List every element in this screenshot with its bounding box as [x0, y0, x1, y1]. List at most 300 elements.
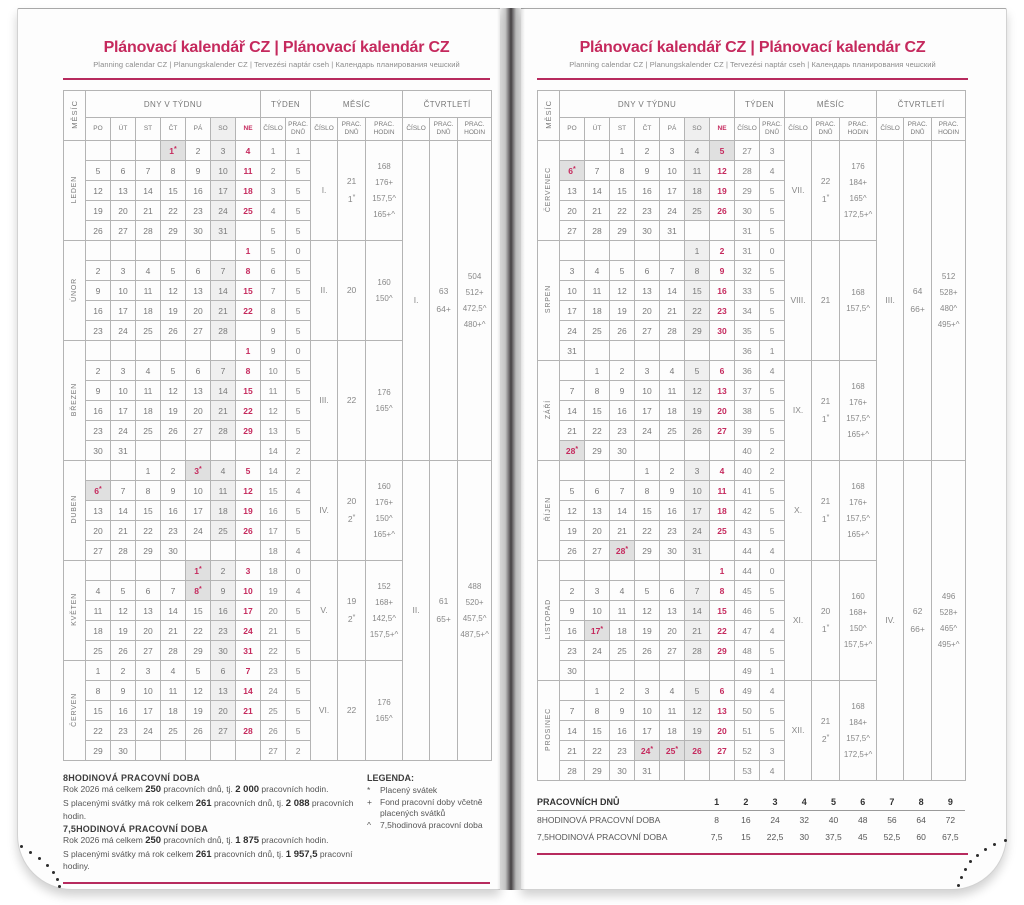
day-cell: 4 — [136, 261, 161, 281]
day-cell: 10 — [635, 701, 660, 721]
week-workdays-cell: 5 — [286, 361, 311, 381]
week-workdays-cell: 5 — [286, 621, 311, 641]
week-workdays-cell: 5 — [760, 581, 785, 601]
day-cell — [685, 761, 710, 781]
day-cell: 12 — [186, 681, 211, 701]
col-header-weekdays: DNY V TÝDNU — [560, 91, 735, 118]
day-cell: 17 — [111, 401, 136, 421]
week-number-cell: 5 — [261, 241, 286, 261]
week-workdays-cell: 5 — [760, 381, 785, 401]
day-cell — [610, 341, 635, 361]
day-cell: 31 — [211, 221, 236, 241]
workdays-column-header: 9 — [947, 796, 953, 807]
day-cell: 22 — [136, 521, 161, 541]
day-cell: 28 — [111, 541, 136, 561]
workdays-value: 60 — [916, 831, 926, 842]
day-cell: 4 — [585, 261, 610, 281]
day-cell: 27 — [186, 421, 211, 441]
day-cell: 25 — [585, 321, 610, 341]
day-cell: 19 — [86, 201, 111, 221]
month-workdays-cell: 21 1* — [812, 461, 840, 561]
day-cell — [211, 541, 236, 561]
day-cell: 8 — [610, 161, 635, 181]
legend — [359, 771, 491, 874]
day-cell — [211, 341, 236, 361]
day-cell: 15 — [186, 601, 211, 621]
day-cell: 25 — [236, 201, 261, 221]
day-cell: 18 — [236, 181, 261, 201]
day-cell: 27 — [111, 221, 136, 241]
day-cell: 23 — [86, 321, 111, 341]
day-cell: 18 — [660, 401, 685, 421]
week-workdays-cell: 4 — [286, 481, 311, 501]
quarter-number-cell: I. — [403, 141, 430, 461]
day-cell: 20 — [86, 521, 111, 541]
page-title: Plánovací kalendář CZ | Plánovací kalendár CZ — [103, 39, 450, 56]
day-cell: 5 — [685, 681, 710, 701]
day-cell: 13 — [560, 181, 585, 201]
note-line: Rok 2026 má celkem 250 pracovních dnů, tj. 2 000 pracovních hodin. — [63, 784, 329, 795]
day-cell: 26 — [161, 321, 186, 341]
day-cell — [585, 561, 610, 581]
day-cell: 31 — [635, 761, 660, 781]
day-cell — [710, 661, 735, 681]
day-cell: 15 — [161, 181, 186, 201]
col-subheader-week-number: ČÍSLO — [261, 118, 286, 141]
day-cell: 24 — [685, 521, 710, 541]
day-cell: 15 — [236, 281, 261, 301]
day-cell: 10 — [111, 381, 136, 401]
day-cell: 29 — [136, 541, 161, 561]
day-cell: 12 — [111, 601, 136, 621]
workdays-value: 48 — [857, 814, 868, 825]
week-row — [64, 141, 492, 161]
col-header-week: TÝDEN — [735, 91, 785, 118]
day-cell: 1 — [136, 461, 161, 481]
quarter-workdays-cell: 63 64+ — [430, 141, 458, 461]
day-cell: 22 — [710, 621, 735, 641]
day-cell: 9 — [186, 161, 211, 181]
day-cell: 15 — [236, 381, 261, 401]
day-cell: 6 — [635, 261, 660, 281]
day-cell: 26 — [710, 201, 735, 221]
workdays-column-header: 1 — [714, 796, 720, 807]
month-workdays-cell: 19 2* — [338, 561, 366, 661]
week-number-cell: 34 — [735, 301, 760, 321]
day-cell: 3 — [111, 361, 136, 381]
day-cell: 30 — [610, 441, 635, 461]
week-workdays-cell: 5 — [760, 481, 785, 501]
day-cell — [610, 661, 635, 681]
week-row — [538, 461, 966, 481]
day-cell: 5 — [610, 261, 635, 281]
day-cell — [161, 441, 186, 461]
month-name: ŘÍJEN — [538, 461, 560, 561]
day-cell: 28 — [161, 641, 186, 661]
day-cell: 17 — [236, 601, 261, 621]
day-cell — [161, 561, 186, 581]
day-cell — [186, 441, 211, 461]
day-cell: 27 — [710, 421, 735, 441]
page-subtitle: Planning calendar CZ | Planungskalender CZ | Tervezési naptár cseh | Календарь планирования чешский — [569, 60, 936, 69]
col-subheader-quarter-hours: PRAC. HODIN — [932, 118, 966, 141]
day-cell: 9 — [560, 601, 585, 621]
week-number-cell: 52 — [735, 741, 760, 761]
day-cell — [585, 241, 610, 261]
planning-table-left — [63, 90, 490, 761]
day-cell: 30 — [610, 761, 635, 781]
day-cell — [86, 241, 111, 261]
day-cell: 20 — [111, 201, 136, 221]
col-header-month: MĚSÍC — [311, 91, 403, 118]
day-cell: 18 — [86, 621, 111, 641]
workdays-value: 15 — [741, 831, 751, 842]
day-cell: 23 — [610, 421, 635, 441]
col-subheader-month-number: ČÍSLO — [785, 118, 812, 141]
day-cell — [585, 661, 610, 681]
day-cell: 7 — [136, 161, 161, 181]
day-cell: 21 — [211, 401, 236, 421]
week-number-cell: 4 — [261, 201, 286, 221]
day-cell — [111, 341, 136, 361]
day-cell: 25* — [660, 741, 685, 761]
week-workdays-cell: 5 — [760, 601, 785, 621]
month-hours-cell: 168 176+ 157,5^ 165+^ — [366, 141, 403, 241]
day-cell: 26 — [236, 521, 261, 541]
day-cell — [86, 341, 111, 361]
week-number-cell: 2 — [261, 161, 286, 181]
week-number-cell: 48 — [735, 641, 760, 661]
month-hours-cell: 176 184+ 165^ 172,5+^ — [840, 141, 877, 241]
week-number-cell: 31 — [735, 241, 760, 261]
day-cell: 18 — [710, 501, 735, 521]
day-cell: 28 — [236, 721, 261, 741]
week-workdays-cell: 0 — [286, 341, 311, 361]
day-cell — [211, 741, 236, 761]
day-cell: 19 — [635, 621, 660, 641]
day-cell — [111, 561, 136, 581]
day-cell: 2 — [161, 461, 186, 481]
workdays-value: 45 — [857, 831, 868, 842]
day-cell — [685, 661, 710, 681]
day-cell: 16 — [610, 401, 635, 421]
week-workdays-cell: 5 — [286, 301, 311, 321]
week-number-cell: 14 — [261, 461, 286, 481]
week-workdays-cell: 3 — [760, 741, 785, 761]
day-cell: 18 — [211, 501, 236, 521]
day-cell: 2 — [111, 661, 136, 681]
note-line: S placenými svátky má rok celkem 261 pracovních dnů, tj. 1 957,5 pracovní hodiny. — [63, 849, 353, 872]
col-header-day-ne: NE — [236, 118, 261, 141]
col-header-week: TÝDEN — [261, 91, 311, 118]
month-number-cell: I. — [311, 141, 338, 241]
week-workdays-cell: 0 — [286, 561, 311, 581]
perforation-dot — [969, 860, 972, 863]
day-cell: 15 — [610, 181, 635, 201]
month-number-cell: III. — [311, 341, 338, 461]
day-cell: 21 — [236, 701, 261, 721]
day-cell: 11 — [86, 601, 111, 621]
day-cell: 9 — [660, 481, 685, 501]
week-number-cell: 9 — [261, 321, 286, 341]
day-cell — [585, 141, 610, 161]
day-cell: 6 — [211, 661, 236, 681]
month-name: KVĚTEN — [64, 561, 86, 661]
day-cell: 31 — [111, 441, 136, 461]
week-workdays-cell: 0 — [286, 241, 311, 261]
day-cell — [136, 561, 161, 581]
planning-table-right — [537, 90, 968, 781]
day-cell: 21 — [685, 621, 710, 641]
week-workdays-cell: 5 — [286, 521, 311, 541]
day-cell: 3 — [685, 461, 710, 481]
day-cell: 16 — [610, 721, 635, 741]
day-cell — [136, 341, 161, 361]
day-cell: 15 — [710, 601, 735, 621]
week-number-cell: 38 — [735, 401, 760, 421]
month-number-cell: V. — [311, 561, 338, 661]
day-cell: 13 — [186, 381, 211, 401]
day-cell — [560, 141, 585, 161]
week-number-cell: 15 — [261, 481, 286, 501]
week-number-cell: 16 — [261, 501, 286, 521]
day-cell: 8 — [236, 361, 261, 381]
week-number-cell: 30 — [735, 201, 760, 221]
day-cell: 24 — [136, 721, 161, 741]
day-cell: 8 — [585, 701, 610, 721]
day-cell: 29 — [161, 221, 186, 241]
week-number-cell: 49 — [735, 661, 760, 681]
week-workdays-cell: 5 — [760, 261, 785, 281]
month-workdays-cell: 20 1* — [812, 561, 840, 681]
day-cell: 5 — [685, 361, 710, 381]
day-cell: 25 — [610, 641, 635, 661]
week-workdays-cell: 5 — [286, 181, 311, 201]
day-cell: 14 — [560, 401, 585, 421]
day-cell: 22 — [635, 521, 660, 541]
day-cell: 17 — [211, 181, 236, 201]
week-workdays-cell: 2 — [286, 461, 311, 481]
day-cell: 21 — [136, 201, 161, 221]
day-cell: 8 — [585, 381, 610, 401]
day-cell: 27 — [211, 721, 236, 741]
week-workdays-cell: 2 — [760, 461, 785, 481]
week-number-cell: 43 — [735, 521, 760, 541]
day-cell: 14 — [660, 281, 685, 301]
week-number-cell: 7 — [261, 281, 286, 301]
month-number-cell: IX. — [785, 361, 812, 461]
day-cell: 23 — [186, 201, 211, 221]
week-number-cell: 17 — [261, 521, 286, 541]
day-cell: 4 — [685, 141, 710, 161]
day-cell: 16 — [660, 501, 685, 521]
day-cell — [236, 221, 261, 241]
week-workdays-cell: 1 — [760, 661, 785, 681]
day-cell: 8 — [710, 581, 735, 601]
workdays-value: 16 — [741, 814, 751, 825]
day-cell — [211, 241, 236, 261]
day-cell: 1 — [86, 661, 111, 681]
day-cell: 7 — [161, 581, 186, 601]
day-cell: 1 — [710, 561, 735, 581]
day-cell: 4 — [660, 681, 685, 701]
day-cell: 11 — [710, 481, 735, 501]
month-workdays-cell: 22 — [338, 661, 366, 761]
workdays-reference-table — [537, 793, 965, 845]
day-cell — [660, 661, 685, 681]
month-name: BŘEZEN — [64, 341, 86, 461]
header-row-groups — [538, 91, 966, 118]
day-cell: 2 — [86, 361, 111, 381]
month-hours-cell: 160 150^ — [366, 241, 403, 341]
day-cell: 28 — [585, 221, 610, 241]
day-cell — [560, 681, 585, 701]
day-cell — [685, 221, 710, 241]
day-cell: 12 — [161, 281, 186, 301]
legend-text: Fond pracovní doby včetně placených svátků — [380, 797, 483, 819]
day-cell: 1 — [635, 461, 660, 481]
day-cell: 17* — [585, 621, 610, 641]
month-name: ZÁŘÍ — [538, 361, 560, 461]
workdays-value: 32 — [799, 814, 809, 825]
week-number-cell: 1 — [261, 141, 286, 161]
col-subheader-month-hours: PRAC. HODIN — [366, 118, 403, 141]
col-header-day-út: ÚT — [111, 118, 136, 141]
day-cell: 4 — [136, 361, 161, 381]
week-number-cell: 5 — [261, 221, 286, 241]
day-cell: 13 — [186, 281, 211, 301]
day-cell: 9 — [111, 681, 136, 701]
workdays-value: 8 — [714, 814, 719, 825]
week-workdays-cell: 5 — [760, 401, 785, 421]
day-cell: 27 — [585, 541, 610, 561]
day-cell: 14 — [211, 381, 236, 401]
day-cell: 23 — [660, 521, 685, 541]
day-cell: 6 — [585, 481, 610, 501]
day-cell: 23 — [161, 521, 186, 541]
workdays-value: 67,5 — [942, 831, 959, 842]
day-cell: 17 — [186, 501, 211, 521]
week-number-cell: 35 — [735, 321, 760, 341]
note-heading: 8HODINOVÁ PRACOVNÍ DOBA — [63, 773, 201, 783]
day-cell: 4 — [710, 461, 735, 481]
day-cell: 16 — [710, 281, 735, 301]
day-cell: 5 — [161, 361, 186, 381]
day-cell: 14 — [585, 181, 610, 201]
day-cell: 22 — [86, 721, 111, 741]
day-cell — [560, 561, 585, 581]
day-cell: 21 — [660, 301, 685, 321]
legend-text: 7,5hodinová pracovní doba — [380, 820, 483, 831]
day-cell: 4 — [161, 661, 186, 681]
day-cell: 24 — [660, 201, 685, 221]
week-workdays-cell: 5 — [760, 321, 785, 341]
day-cell: 11 — [660, 381, 685, 401]
day-cell: 6 — [710, 361, 735, 381]
day-cell: 3 — [660, 141, 685, 161]
day-cell: 3 — [560, 261, 585, 281]
week-workdays-cell: 2 — [286, 741, 311, 761]
week-workdays-cell: 5 — [760, 301, 785, 321]
day-cell: 9 — [86, 381, 111, 401]
day-cell — [660, 441, 685, 461]
day-cell: 30 — [211, 641, 236, 661]
day-cell — [86, 461, 111, 481]
day-cell — [585, 461, 610, 481]
month-number-cell: XI. — [785, 561, 812, 681]
page-subtitle: Planning calendar CZ | Planungskalender CZ | Tervezési naptár cseh | Календарь планирования чешский — [93, 60, 460, 69]
workdays-column-header: 4 — [801, 796, 807, 807]
week-number-cell: 44 — [735, 561, 760, 581]
workdays-value: 40 — [828, 814, 839, 825]
week-workdays-cell: 5 — [760, 501, 785, 521]
day-cell: 16 — [635, 181, 660, 201]
day-cell — [710, 761, 735, 781]
week-workdays-cell: 5 — [286, 661, 311, 681]
day-cell: 1 — [236, 341, 261, 361]
day-cell: 13 — [635, 281, 660, 301]
col-header-day-so: SO — [685, 118, 710, 141]
day-cell: 12 — [610, 281, 635, 301]
week-workdays-cell: 5 — [760, 721, 785, 741]
month-name: LISTOPAD — [538, 561, 560, 681]
day-cell: 31 — [560, 341, 585, 361]
day-cell: 5 — [186, 661, 211, 681]
col-header-quarter: ČTVRTLETÍ — [877, 91, 966, 118]
day-cell: 16 — [186, 181, 211, 201]
day-cell — [86, 141, 111, 161]
week-row — [64, 461, 492, 481]
day-cell: 16 — [211, 601, 236, 621]
workdays-column-header: 7 — [889, 796, 895, 807]
day-cell: 3 — [585, 581, 610, 601]
day-cell: 24 — [186, 521, 211, 541]
week-number-cell: 20 — [261, 601, 286, 621]
day-cell: 23 — [635, 201, 660, 221]
day-cell: 27 — [710, 741, 735, 761]
month-hours-cell: 160 176+ 150^ 165+^ — [366, 461, 403, 561]
day-cell — [685, 561, 710, 581]
col-header-day-čt: ČT — [635, 118, 660, 141]
day-cell: 6 — [111, 161, 136, 181]
week-number-cell: 36 — [735, 341, 760, 361]
day-cell: 21 — [211, 301, 236, 321]
day-cell — [635, 561, 660, 581]
workdays-column-header: 6 — [860, 796, 866, 807]
day-cell: 11 — [211, 481, 236, 501]
day-cell: 4 — [660, 361, 685, 381]
day-cell: 13 — [710, 381, 735, 401]
day-cell — [610, 461, 635, 481]
accent-rule-bottom — [537, 853, 968, 855]
day-cell: 6 — [710, 681, 735, 701]
day-cell: 24 — [111, 321, 136, 341]
week-number-cell: 12 — [261, 401, 286, 421]
week-workdays-cell: 5 — [286, 601, 311, 621]
day-cell: 2 — [635, 141, 660, 161]
week-workdays-cell: 5 — [760, 281, 785, 301]
planning-table — [537, 90, 966, 781]
day-cell: 15 — [136, 501, 161, 521]
day-cell: 5 — [560, 481, 585, 501]
day-cell: 10 — [211, 161, 236, 181]
day-cell: 18 — [685, 181, 710, 201]
quarter-workdays-cell: 62 66+ — [904, 461, 932, 781]
day-cell: 20 — [710, 721, 735, 741]
day-cell: 18 — [585, 301, 610, 321]
day-cell: 27 — [86, 541, 111, 561]
day-cell: 5 — [710, 141, 735, 161]
